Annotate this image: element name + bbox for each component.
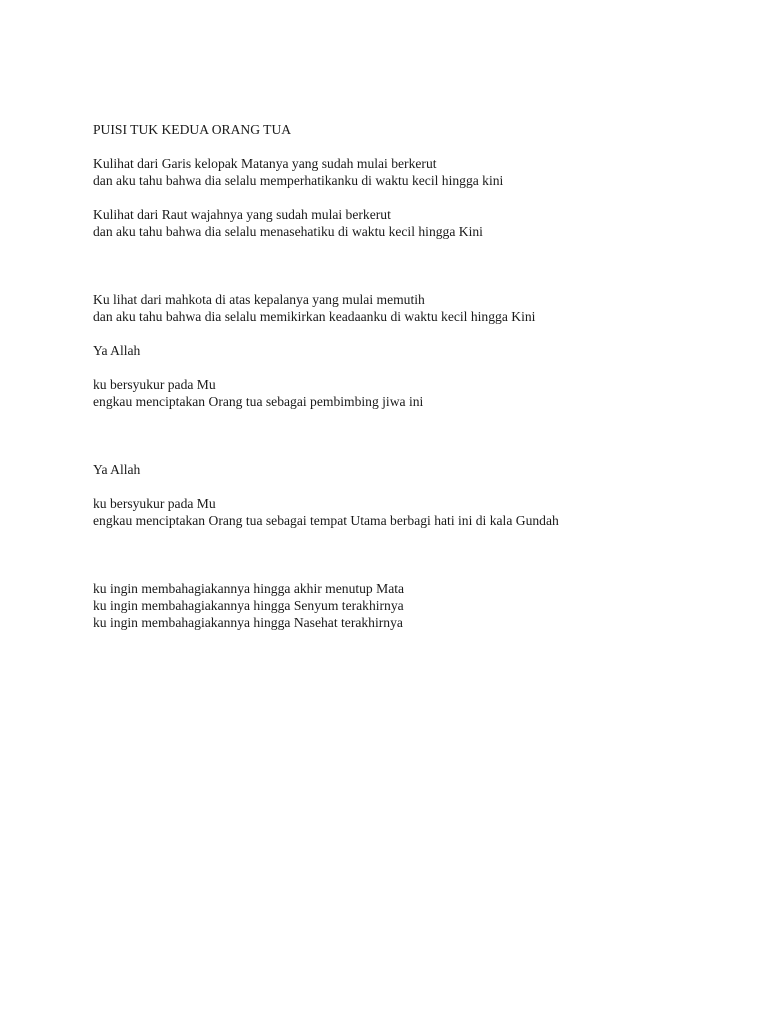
stanza-5 xyxy=(93,376,733,410)
poem-line: ku ingin membahagiakannya hingga Senyum terakhirnya xyxy=(93,598,404,613)
stanza-8 xyxy=(93,580,733,631)
stanza-7 xyxy=(93,495,733,529)
poem-line: Kulihat dari Raut wajahnya yang sudah mulai berkerut xyxy=(93,207,391,222)
poem-line: engkau menciptakan Orang tua sebagai tempat Utama berbagi hati ini di kala Gundah xyxy=(93,513,559,528)
stanza-6 xyxy=(93,461,733,478)
poem-line: Kulihat dari Garis kelopak Matanya yang sudah mulai berkerut xyxy=(93,156,437,171)
poem-line: ku bersyukur pada Mu xyxy=(93,377,216,392)
poem-title: PUISI TUK KEDUA ORANG TUA xyxy=(93,122,292,137)
stanza-2 xyxy=(93,206,733,240)
stanza-3 xyxy=(93,291,733,325)
stanza-1 xyxy=(93,155,733,189)
poem-line: ku ingin membahagiakannya hingga Nasehat terakhirnya xyxy=(93,615,403,630)
stanza-4 xyxy=(93,342,733,359)
poem-line: ku ingin membahagiakannya hingga akhir menutup Mata xyxy=(93,581,405,596)
poem-body xyxy=(93,121,733,631)
poem-line: Ya Allah xyxy=(93,343,141,358)
poem-line: dan aku tahu bahwa dia selalu menasehatiku di waktu kecil hingga Kini xyxy=(93,224,483,239)
poem-line: dan aku tahu bahwa dia selalu memikirkan keadaanku di waktu kecil hingga Kini xyxy=(93,309,536,324)
poem-line: Ya Allah xyxy=(93,462,141,477)
poem-line: Ku lihat dari mahkota di atas kepalanya yang mulai memutih xyxy=(93,292,425,307)
poem-line: engkau menciptakan Orang tua sebagai pembimbing jiwa ini xyxy=(93,394,424,409)
poem-line: dan aku tahu bahwa dia selalu memperhatikanku di waktu kecil hingga kini xyxy=(93,173,504,188)
poem-line: ku bersyukur pada Mu xyxy=(93,496,216,511)
